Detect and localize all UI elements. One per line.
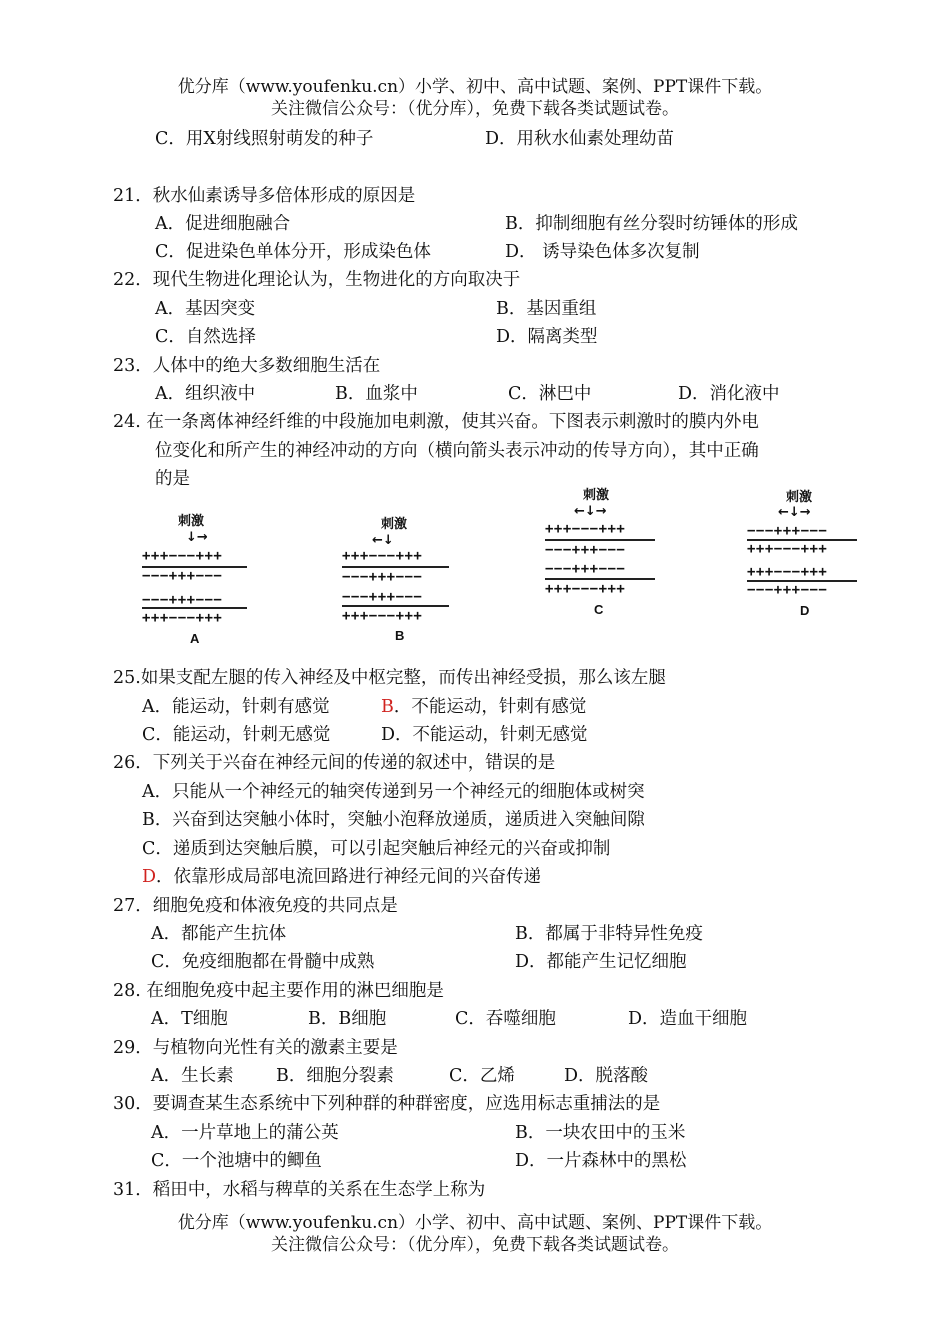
potential-row: −−−+++−−− xyxy=(342,589,423,605)
q29-option-b: B．细胞分裂素 xyxy=(276,1066,394,1086)
q23-option-d: D．消化液中 xyxy=(678,384,780,404)
q28-option-c: C．吞噬细胞 xyxy=(455,1009,556,1029)
potential-row: −−−+++−−− xyxy=(545,542,626,558)
q30-option-c: C．一个池塘中的鲫鱼 xyxy=(151,1151,322,1171)
q20-option-c: C．用X射线照射萌发的种子 xyxy=(155,129,374,149)
stimulus-label: 刺激 xyxy=(178,514,205,529)
q21-option-b: B．抑制细胞有丝分裂时纺锤体的形成 xyxy=(505,214,798,234)
q25-option-b xyxy=(381,696,586,718)
stimulus-label: 刺激 xyxy=(381,517,408,532)
q30-option-a: A．一片草地上的蒲公英 xyxy=(151,1123,339,1143)
potential-row: −−−+++−−− xyxy=(342,569,423,585)
q28-option-a: A．T细胞 xyxy=(151,1009,228,1029)
header-line-2: 关注微信公众号：（优分库），免费下载各类试题试卷。 xyxy=(271,99,679,119)
figure-caption-c: C xyxy=(594,602,604,617)
q24-stem-line-2: 位变化和所产生的神经冲动的方向（横向箭头表示冲动的传导方向），其中正确 xyxy=(155,441,759,461)
q26-option-d xyxy=(142,866,541,888)
q30-option-b: B．一块农田中的玉米 xyxy=(515,1123,686,1143)
q26-answer-mark: D xyxy=(142,867,157,887)
potential-row: −−−+++−−− xyxy=(545,561,626,577)
q27-option-c: C．免疫细胞都在骨髓中成熟 xyxy=(151,952,375,972)
q21-option-a: A．促进细胞融合 xyxy=(155,214,291,234)
membrane-line xyxy=(142,607,247,609)
q22-option-a: A．基因突变 xyxy=(155,299,256,319)
potential-row: +++−−−+++ xyxy=(747,564,828,580)
q28-stem: 28. 在细胞免疫中起主要作用的淋巴细胞是 xyxy=(113,981,444,1001)
header-line-1: 优分库（www.youfenku.cn）小学、初中、高中试题、案例、PPT课件下载。 xyxy=(177,77,773,97)
q31-stem: 31．稻田中，水稻与稗草的关系在生态学上称为 xyxy=(113,1180,486,1200)
q25-option-d: D．不能运动，针刺无感觉 xyxy=(381,725,588,745)
stimulus-label: 刺激 xyxy=(583,488,610,503)
potential-row: +++−−−+++ xyxy=(747,541,828,557)
q27-option-b: B．都属于非特异性免疫 xyxy=(515,924,703,944)
figure-caption-d: D xyxy=(800,603,810,618)
q28-option-d: D．造血干细胞 xyxy=(628,1009,748,1029)
q23-stem: 23．人体中的绝大多数细胞生活在 xyxy=(113,356,381,376)
potential-row: +++−−−+++ xyxy=(142,548,223,564)
q21-option-d: D． 诱导染色体多次复制 xyxy=(505,242,700,262)
q25-option-b-text: ．不能运动，针刺有感觉 xyxy=(393,697,587,717)
q27-stem: 27．细胞免疫和体液免疫的共同点是 xyxy=(113,896,398,916)
q29-stem: 29．与植物向光性有关的激素主要是 xyxy=(113,1038,398,1058)
q29-option-a: A．生长素 xyxy=(151,1066,234,1086)
q21-option-c: C．促进染色单体分开，形成染色体 xyxy=(155,242,431,262)
q25-option-c: C．能运动，针刺无感觉 xyxy=(142,725,331,745)
membrane-line xyxy=(342,605,449,607)
figure-caption-b: B xyxy=(395,628,405,643)
q26-option-d-text: ．依靠形成局部电流回路进行神经元间的兴奋传递 xyxy=(156,867,542,887)
potential-row: +++−−−+++ xyxy=(342,548,423,564)
potential-row: +++−−−+++ xyxy=(342,608,423,624)
potential-row: −−−+++−−− xyxy=(747,582,828,598)
q23-option-c: C．淋巴中 xyxy=(508,384,592,404)
q26-option-c: C．递质到达突触后膜，可以引起突触后神经元的兴奋或抑制 xyxy=(142,839,611,859)
potential-row: +++−−−+++ xyxy=(142,610,223,626)
potential-row: −−−+++−−− xyxy=(142,592,223,608)
q20-option-d: D．用秋水仙素处理幼苗 xyxy=(485,129,675,149)
q24-stem-line-3: 的是 xyxy=(155,469,190,489)
membrane-line xyxy=(545,578,655,580)
stimulus-arrow: ←↓→ xyxy=(574,504,607,519)
q22-option-d: D．隔离类型 xyxy=(496,327,598,347)
q24-stem-line-1: 24. 在一条离体神经纤维的中段施加电刺激，使其兴奋。下图表示刺激时的膜内外电 xyxy=(113,412,759,432)
membrane-line xyxy=(342,566,449,568)
potential-row: −−−+++−−− xyxy=(747,523,828,539)
q26-stem: 26．下列关于兴奋在神经元间的传递的叙述中，错误的是 xyxy=(113,753,556,773)
figure-caption-a: A xyxy=(190,631,200,646)
potential-row: +++−−−+++ xyxy=(545,521,626,537)
q23-option-b: B．血浆中 xyxy=(335,384,418,404)
q30-stem: 30．要调查某生态系统中下列种群的种群密度，应选用标志重捕法的是 xyxy=(113,1094,661,1114)
q30-option-d: D．一片森林中的黑松 xyxy=(515,1151,687,1171)
q29-option-c: C．乙烯 xyxy=(449,1066,515,1086)
q26-option-a: A．只能从一个神经元的轴突传递到另一个神经元的细胞体或树突 xyxy=(142,782,645,802)
potential-row: −−−+++−−− xyxy=(142,568,223,584)
stimulus-arrow: ↓→ xyxy=(186,530,208,545)
q22-stem: 22．现代生物进化理论认为，生物进化的方向取决于 xyxy=(113,270,521,290)
stimulus-label: 刺激 xyxy=(786,490,813,505)
q29-option-d: D．脱落酸 xyxy=(564,1066,649,1086)
q23-option-a: A．组织液中 xyxy=(155,384,256,404)
q28-option-b: B．B细胞 xyxy=(308,1009,387,1029)
q22-option-c: C．自然选择 xyxy=(155,327,256,347)
q21-stem: 21．秋水仙素诱导多倍体形成的原因是 xyxy=(113,186,416,206)
q25-option-a: A．能运动，针刺有感觉 xyxy=(142,697,330,717)
footer-line-1: 优分库（www.youfenku.cn）小学、初中、高中试题、案例、PPT课件下载。 xyxy=(177,1213,773,1233)
potential-row: +++−−−+++ xyxy=(545,581,626,597)
stimulus-arrow: ←↓ xyxy=(372,533,394,548)
q27-option-a: A．都能产生抗体 xyxy=(151,924,287,944)
q25-answer-mark: B xyxy=(381,697,394,717)
q26-option-b: B．兴奋到达突触小体时，突触小泡释放递质，递质进入突触间隙 xyxy=(142,810,645,830)
q22-option-b: B．基因重组 xyxy=(496,299,597,319)
stimulus-arrow: ←↓→ xyxy=(778,505,811,520)
q25-stem: 25.如果支配左腿的传入神经及中枢完整，而传出神经受损，那么该左腿 xyxy=(113,668,666,688)
q27-option-d: D．都能产生记忆细胞 xyxy=(515,952,687,972)
footer-line-2: 关注微信公众号：（优分库），免费下载各类试题试卷。 xyxy=(271,1235,679,1255)
membrane-line xyxy=(545,539,655,541)
